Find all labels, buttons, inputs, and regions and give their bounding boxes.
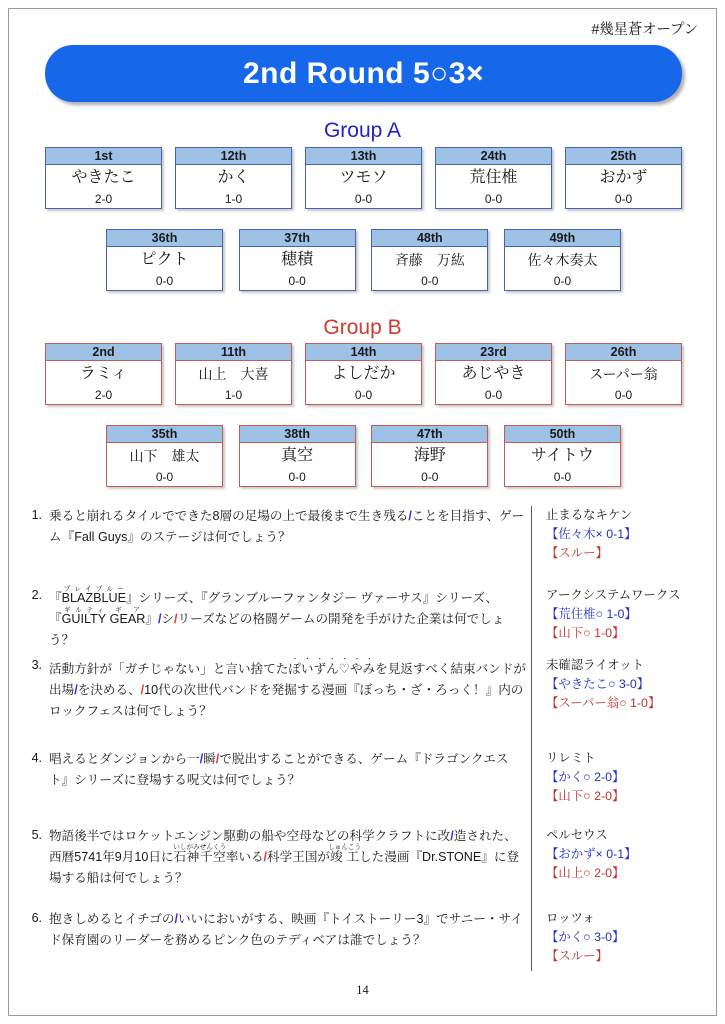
question-number: 4.: [31, 751, 42, 765]
question-number: 1.: [31, 508, 42, 522]
ruby-reading: いしがみせんくう: [173, 844, 227, 851]
player-name: 佐々木奏太: [527, 252, 598, 268]
reading-slash: /: [408, 509, 412, 523]
reading-slash: /: [263, 850, 268, 864]
group-b-row-2: [106, 425, 621, 487]
player-card: [175, 147, 292, 209]
player-card: [106, 229, 223, 291]
player-rank: 36th: [107, 230, 222, 247]
player-card: [435, 147, 552, 209]
question-row: [25, 586, 702, 651]
question-text: 乗ると崩れるタイルでできた8層の足場の上で最後まで生き残る/ことを目指す、ゲーム『Fall Guys』のステージは何でしょう？: [49, 509, 525, 544]
player-card: [565, 343, 682, 405]
reading-slash: /: [199, 752, 204, 766]
player-name: ピクト: [140, 251, 189, 268]
reading-slash: /: [157, 612, 162, 626]
player-score: 0-0: [288, 274, 306, 288]
player-name: おかず: [599, 169, 648, 186]
answer-block: [530, 749, 702, 806]
answer-text: 未確認ライオット: [546, 658, 645, 672]
player-name: サイトウ: [531, 447, 594, 464]
player-name: 斉藤 万紘: [394, 252, 465, 268]
player-rank: 37th: [240, 230, 355, 247]
player-rank: 14th: [306, 344, 421, 361]
player-card: [45, 343, 162, 405]
player-name: ラミィ: [79, 365, 128, 382]
ruby-annotation: 竣工しゅんこう: [328, 844, 362, 864]
player-rank: 47th: [372, 426, 487, 443]
player-card: [45, 147, 162, 209]
player-score: 0-0: [553, 274, 572, 288]
question-row: [25, 656, 702, 722]
answer-note: 【荒住椎○ 1-0】: [546, 607, 637, 621]
player-rank: 12th: [176, 148, 291, 165]
answer-note: 【山下○ 1-0】: [546, 626, 625, 640]
question-number: 5.: [31, 828, 42, 842]
group-a-heading: Group A: [323, 119, 402, 142]
player-name: あじやき: [461, 365, 526, 382]
player-rank: 23rd: [436, 344, 551, 361]
player-name: かく: [217, 169, 250, 186]
player-rank: 13th: [306, 148, 421, 165]
round-banner: [45, 45, 682, 102]
group-b-heading: Group B: [323, 316, 402, 339]
player-card: [305, 343, 422, 405]
ruby-annotation: 石神千空いしがみせんくう: [173, 844, 227, 864]
question-row: [25, 749, 702, 806]
player-rank: 35th: [107, 426, 222, 443]
answer-note: 【スルー】: [546, 546, 608, 560]
reading-slash: /: [140, 683, 145, 697]
question-number: 6.: [31, 911, 42, 925]
group-b-row-1: [45, 343, 682, 405]
player-name: やきたこ: [71, 169, 136, 186]
emphasis-dot-marks: ・・・・・・・: [288, 656, 376, 663]
reading-slash: /: [215, 752, 220, 766]
player-score: 2-0: [94, 192, 113, 206]
emphasis-dots: ぽいずん♡やみ・・・・・・・: [288, 656, 376, 676]
player-score: 1-0: [224, 388, 243, 402]
ruby-reading: ギア: [109, 607, 146, 614]
ruby-annotation: GEARギア: [109, 607, 146, 626]
player-score: 1-0: [224, 192, 243, 206]
player-rank: 48th: [372, 230, 487, 247]
answer-note: 【佐々木× 0-1】: [546, 527, 637, 541]
player-score: 0-0: [553, 470, 572, 484]
player-card: [305, 147, 422, 209]
player-card: [565, 147, 682, 209]
player-rank: 24th: [436, 148, 551, 165]
ruby-reading: ギルティ: [61, 607, 107, 614]
question-number: 3.: [31, 658, 42, 672]
player-card: [175, 343, 292, 405]
answer-text: ペルセウス: [546, 828, 608, 842]
player-score: 0-0: [354, 192, 373, 206]
reading-slash: /: [174, 912, 178, 926]
answer-note: 【かく○ 2-0】: [546, 770, 625, 784]
player-name: 山上 大喜: [198, 366, 269, 382]
player-score: 0-0: [484, 388, 503, 402]
player-name: 山下 雄太: [129, 448, 200, 464]
round-banner-fill: [45, 45, 682, 102]
ruby-reading: ブレイブルー: [61, 586, 126, 593]
question-text: 抱きしめるとイチゴの/いいにおいがする、映画『トイストーリー3』でサニー・サイド保育園のリーダーを務めるピンク色のテディベアは誰でしょう？: [49, 912, 523, 947]
player-rank: 2nd: [46, 344, 161, 361]
question-list: [25, 506, 702, 971]
answer-note: 【山上○ 2-0】: [546, 866, 625, 880]
ruby-reading: しゅんこう: [328, 844, 362, 851]
question-text: 物語後半ではロケットエンジン駆動の船や空母などの科学クラフトに改/造された、西暦5741年9月10日に石神千空いしがみせんくう率いる/科学王国が竣工しゅんこうした漫画『Dr.STONE』に登場する船は何でしょう？: [49, 829, 520, 885]
player-name: 真空: [281, 447, 314, 464]
player-name: スーパー翁: [589, 366, 658, 382]
player-score: 0-0: [354, 388, 373, 402]
answer-note: 【おかず× 0-1】: [546, 847, 637, 861]
ruby-annotation: GUILTYギルティ: [61, 607, 107, 626]
player-card: [371, 425, 488, 487]
player-card: [106, 425, 223, 487]
player-rank: 11th: [176, 344, 291, 361]
answer-text: アークシステムワークス: [546, 588, 681, 602]
question-row: [25, 506, 702, 563]
player-rank: 25th: [566, 148, 681, 165]
reading-slash: /: [74, 683, 78, 697]
answer-block: [530, 656, 702, 722]
reading-slash: /: [174, 612, 178, 626]
question-text: 『BLAZBLUEブレイブルー』シリーズ、『グランブルーファンタジー ヴァーサス』シリーズ、『GUILTYギルティ GEARギア』/シ/リーズなどの格闘ゲームの開発を手がけた企業は何でしょう？: [49, 586, 505, 647]
question-text: 唱えるとダンジョンから一/瞬/で脱出することができる、ゲーム『ドラゴンクエスト』シリーズに登場する呪文は何でしょう？: [49, 752, 509, 787]
player-score: 0-0: [484, 192, 503, 206]
question-text: 活動方針が「ガチじゃない」と言い捨てたぽいずん♡やみ・・・・・・・を見返すべく結束バンドが出場/を決める、/10代の次世代バンドを発掘する漫画『ぼっち・ざ・ろっく！』内のロックフェスは何でしょう？: [49, 656, 527, 718]
player-card: [504, 229, 621, 291]
player-name: よしだか: [331, 365, 396, 382]
page-number: 14: [356, 983, 369, 997]
player-score: 0-0: [614, 192, 633, 206]
player-name: 穂積: [281, 251, 314, 268]
question-row: [25, 909, 702, 966]
player-card: [435, 343, 552, 405]
answer-block: [530, 506, 702, 563]
player-score: 0-0: [155, 274, 174, 288]
answer-block: [530, 909, 702, 966]
player-score: 0-0: [155, 470, 174, 484]
player-rank: 1st: [46, 148, 161, 165]
group-a-row-1: [45, 147, 682, 209]
answer-note: 【かく○ 3-0】: [546, 930, 625, 944]
player-score: 0-0: [288, 470, 306, 484]
group-a-row-2: [106, 229, 621, 291]
round-banner-title: 2nd Round 5○3×: [243, 56, 484, 90]
answer-block: [530, 586, 702, 651]
question-row: [25, 826, 702, 889]
player-name: 荒住椎: [469, 169, 518, 186]
player-card: [239, 425, 356, 487]
question-number: 2.: [31, 588, 42, 602]
player-score: 0-0: [421, 274, 439, 288]
answer-note: 【山下○ 2-0】: [546, 789, 625, 803]
answer-text: 止まるなキケン: [546, 508, 633, 522]
player-score: 0-0: [614, 388, 633, 402]
player-score: 2-0: [94, 388, 113, 402]
answer-block: [530, 826, 702, 889]
player-name: 海野: [413, 447, 446, 464]
player-score: 0-0: [421, 470, 439, 484]
player-card: [239, 229, 356, 291]
page-sheet: [8, 8, 717, 1016]
player-rank: 50th: [505, 426, 620, 443]
event-hashtag: #幾星蒼オープン: [591, 22, 698, 38]
player-rank: 49th: [505, 230, 620, 247]
player-card: [504, 425, 621, 487]
player-rank: 38th: [240, 426, 355, 443]
ruby-annotation: BLAZBLUEブレイブルー: [61, 586, 126, 605]
reading-slash: /: [450, 829, 454, 843]
player-name: ツモソ: [339, 169, 388, 186]
answer-text: ロッツォ: [546, 911, 595, 925]
player-card: [371, 229, 488, 291]
answer-note: 【スルー】: [546, 949, 608, 963]
player-rank: 26th: [566, 344, 681, 361]
answer-note: 【スーパー翁○ 1-0】: [546, 696, 661, 710]
answer-text: リレミト: [546, 751, 596, 765]
answer-note: 【やきたこ○ 3-0】: [546, 677, 650, 691]
